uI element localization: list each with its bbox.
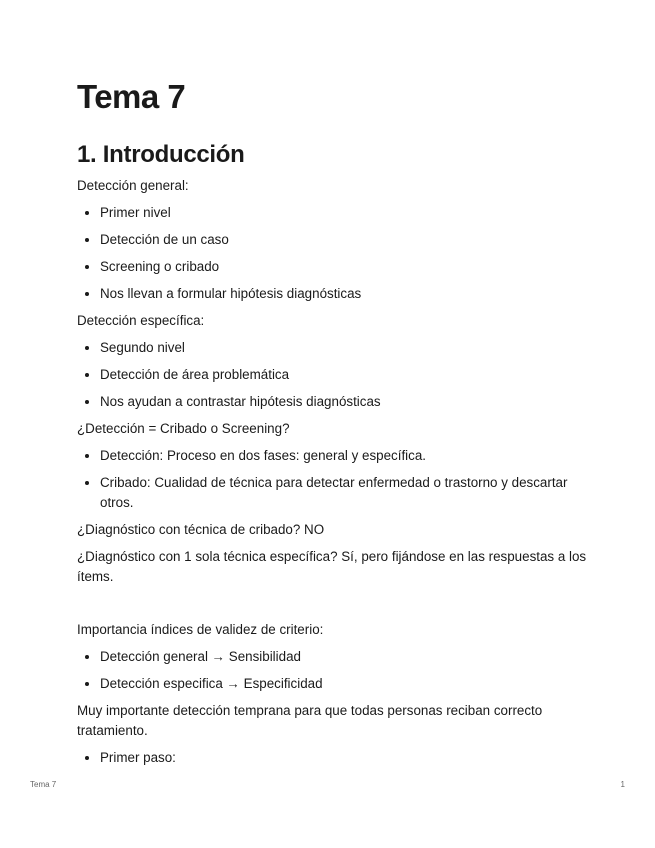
paragraph-question-diagnostico-especifica: ¿Diagnóstico con 1 sola técnica específica? Sí, pero fijándose en las respuestas a los ítems. xyxy=(77,549,587,584)
list-item: • Detección de área problemática xyxy=(100,365,587,385)
list-item: • Detección de un caso xyxy=(100,230,587,250)
list-item: • Nos llevan a formular hipótesis diagnósticas xyxy=(100,284,587,304)
page-number: 1 xyxy=(620,780,625,789)
list-item: • Detección: Proceso en dos fases: general y específica. xyxy=(100,446,587,466)
list-item: • Screening o cribado xyxy=(100,257,587,277)
list-item: • Detección general → Sensibilidad xyxy=(100,647,587,667)
page-title: Tema 7 xyxy=(77,78,186,115)
list-item: • Segundo nivel xyxy=(100,338,587,358)
list-item: • Primer nivel xyxy=(100,203,587,223)
list-item: • Nos ayudan a contrastar hipótesis diagnósticas xyxy=(100,392,587,412)
section-heading: 1. Introducción xyxy=(77,141,245,168)
paragraph-deteccion-temprana: Muy importante detección temprana para que todas personas reciban correcto tratamiento. xyxy=(77,703,543,738)
list-importancia-validez xyxy=(77,647,587,694)
paragraph-question-diagnostico-cribado: ¿Diagnóstico con técnica de cribado? NO xyxy=(77,522,325,537)
document-body xyxy=(77,78,587,775)
paragraph-question-cribado: ¿Detección = Cribado o Screening? xyxy=(77,421,290,436)
paragraph-importancia-validez: Importancia índices de validez de criterio: xyxy=(77,622,324,637)
list-deteccion-general xyxy=(77,203,587,304)
paragraph-deteccion-especifica: Detección específica: xyxy=(77,313,205,328)
list-deteccion-especifica xyxy=(77,338,587,412)
list-item: • Primer paso: xyxy=(100,748,587,768)
list-deteccion-temprana xyxy=(77,748,587,768)
footer-title: Tema 7 xyxy=(30,780,57,789)
list-item: • Detección especifica → Especificidad xyxy=(100,674,587,694)
list-question-cribado xyxy=(77,446,587,513)
blank-line xyxy=(77,594,587,620)
paragraph-deteccion-general: Detección general: xyxy=(77,178,189,193)
list-item: • Cribado: Cualidad de técnica para detectar enfermedad o trastorno y descartar otros. xyxy=(100,473,587,513)
